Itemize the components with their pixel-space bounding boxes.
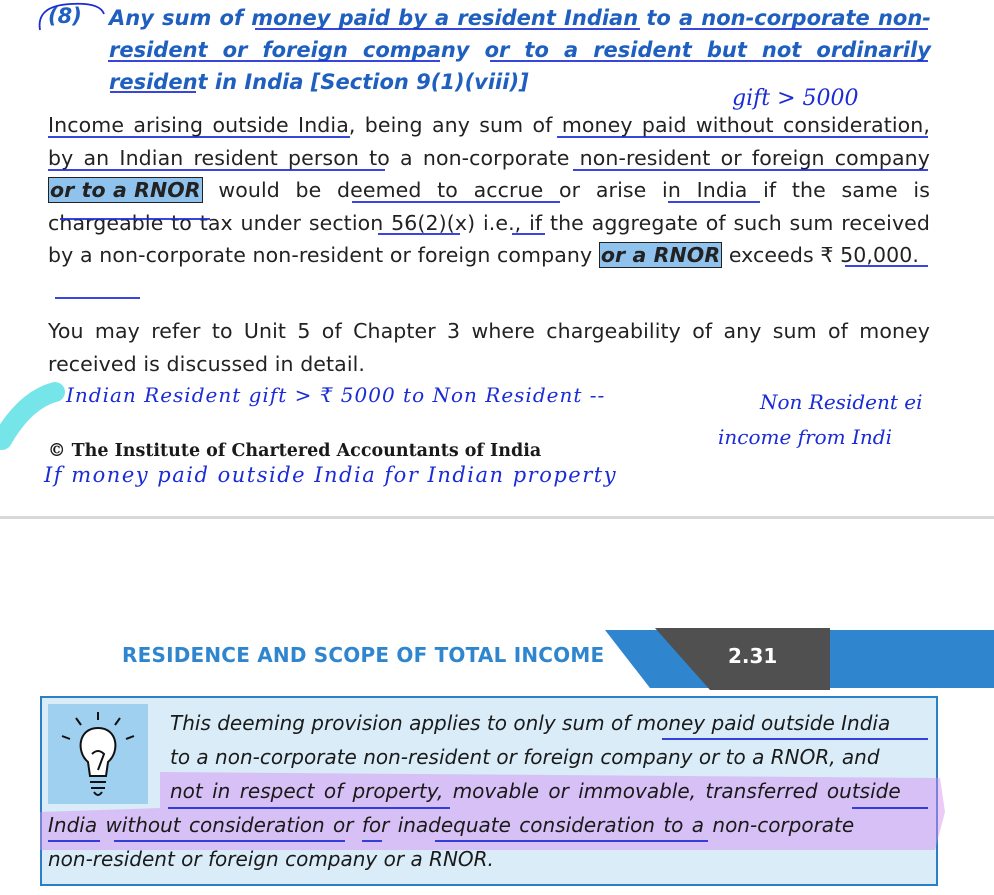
note-line-2: to a non-corporate non-resident or foreign company or to a RNOR, and: [170, 745, 880, 769]
note-line-3: not in respect of property, movable or immovable, transferred outside: [170, 779, 901, 803]
ink-annotations-note: [0, 700, 994, 890]
note-line-5: non-resident or foreign company or a RNOR.: [48, 847, 494, 871]
page-divider: [0, 516, 994, 519]
para1-text-3: exceeds ₹ 50,000.: [722, 243, 920, 267]
rnor-highlight-1: or to a RNOR: [50, 178, 201, 202]
page-number: 2.31: [728, 644, 778, 668]
cyan-highlighter-mark: [2, 392, 55, 440]
handwritten-gift-note: gift > 5000: [732, 86, 859, 111]
handwritten-line-2: If money paid outside India for Indian property: [44, 463, 618, 487]
circle-around-number: [40, 4, 104, 30]
handwritten-line-1b: Non Resident ei: [760, 390, 923, 414]
handwritten-line-1: Indian Resident gift > ₹ 5000 to Non Resident --: [66, 383, 606, 407]
para1-text-1: Income arising outside India, being any sum of money paid without consideration, by an Indian resident person to a non-corporate non-resident or foreign company: [48, 113, 930, 170]
copyright-line: © The Institute of Chartered Accountants of India: [48, 441, 542, 461]
footer-title: RESIDENCE AND SCOPE OF TOTAL INCOME: [122, 643, 605, 667]
para1-text-2: would be deemed to accrue or arise in India if the same is chargeable to tax under section 56(2)(x) i.e., if the aggregate of such sum received by a non-corporate non-resident or foreign company: [48, 178, 930, 267]
note-line-1: This deeming provision applies to only sum of money paid outside India: [170, 711, 891, 735]
rnor-highlight-2: or a RNOR: [600, 243, 721, 267]
note-line-4: India without consideration or for inadequate consideration to a non-corporate: [48, 813, 855, 837]
section-heading: Any sum of money paid by a resident Indian to a non-corporate non-resident or foreign company or to a resident but not ordinarily resident in India [Section 9(1)(viii)]: [109, 6, 931, 94]
handwritten-line-1c: income from Indi: [718, 425, 892, 449]
paragraph-reference: You may refer to Unit 5 of Chapter 3 where chargeability of any sum of money received is discussed in detail.: [48, 319, 930, 376]
section-number: (8): [48, 4, 82, 28]
